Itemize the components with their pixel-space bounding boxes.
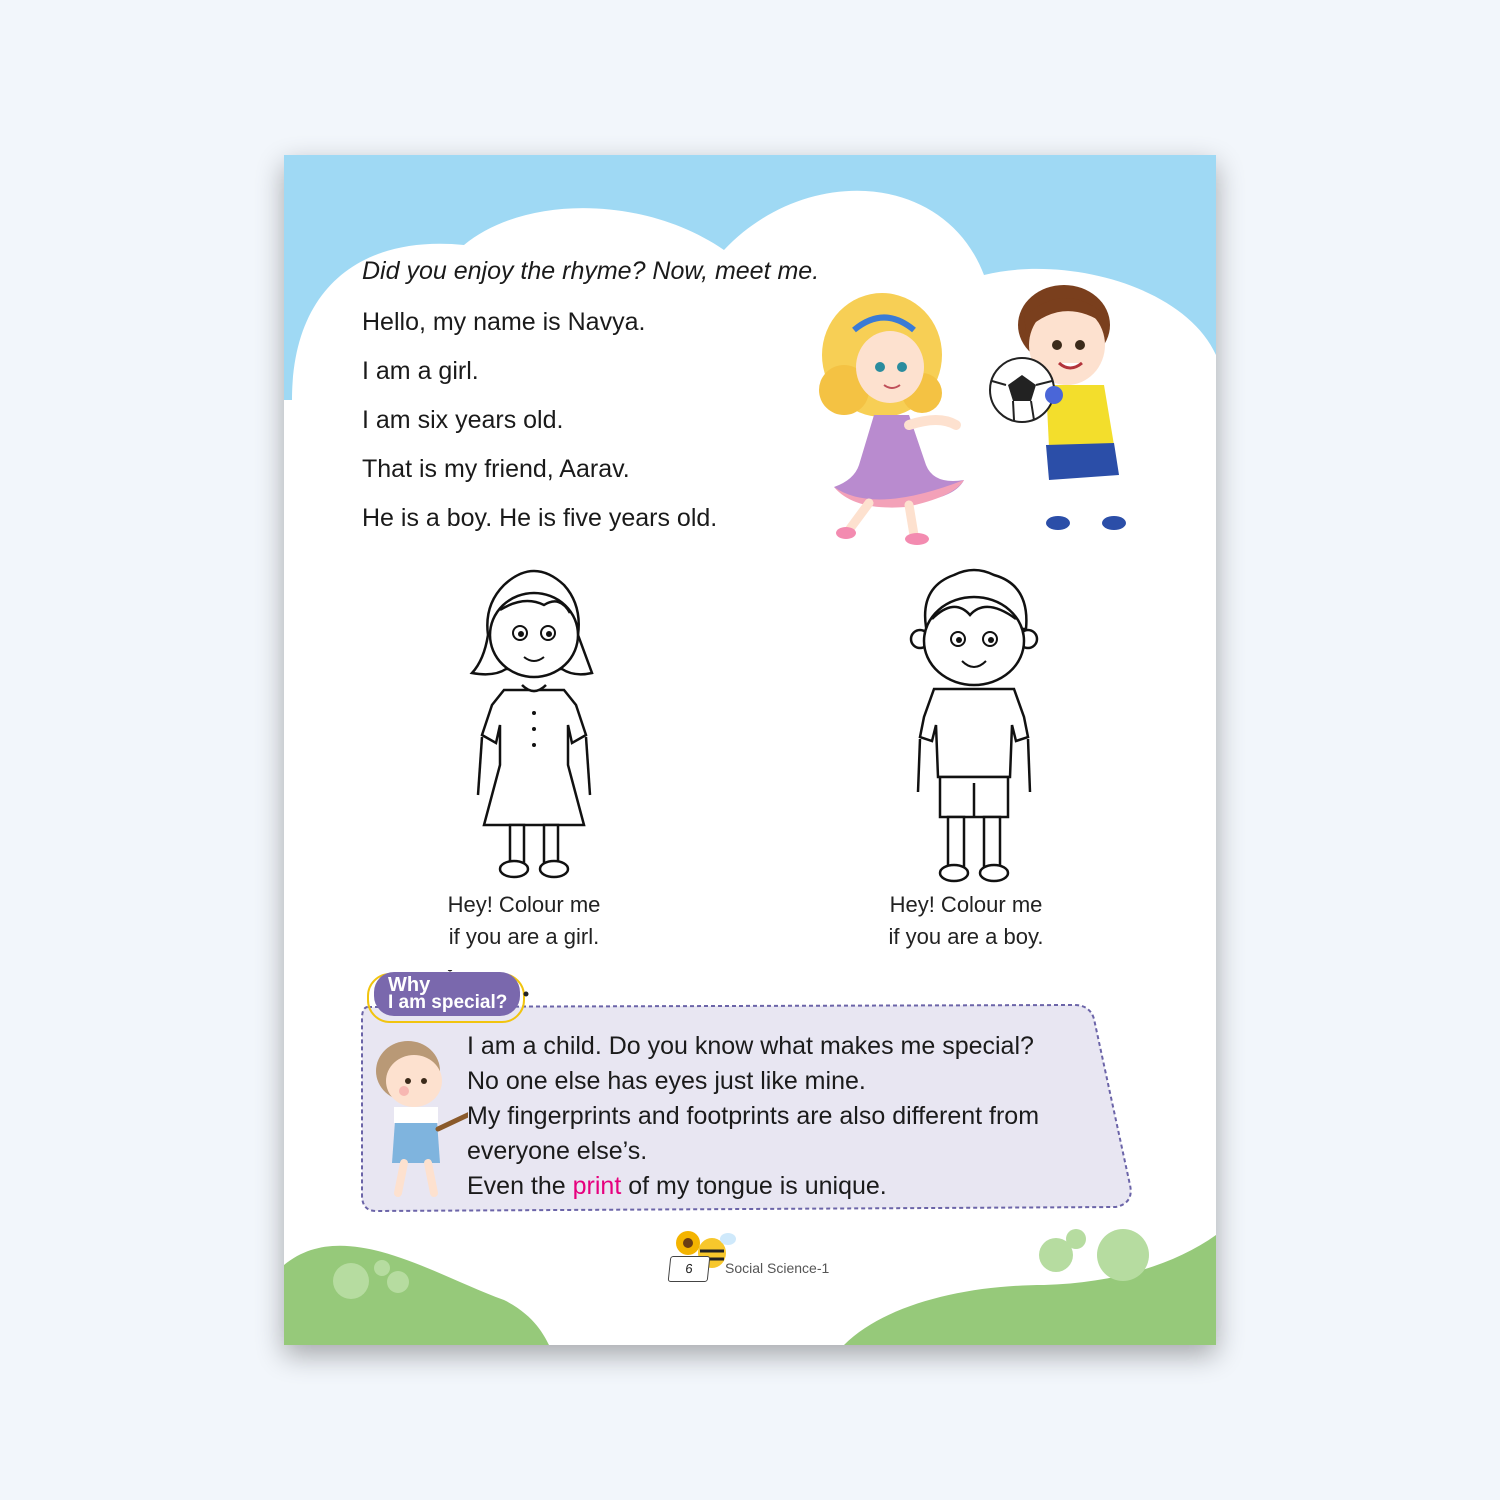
bubble [1066, 1229, 1086, 1249]
girl-outline-drawing [464, 565, 604, 885]
bubble [1097, 1229, 1149, 1281]
bubble [374, 1260, 390, 1276]
bubble [387, 1271, 409, 1293]
special-line: everyone else’s. [467, 1137, 648, 1165]
intro-question: Did you enjoy the rhyme? Now, meet me. [362, 257, 820, 285]
child-with-stick-illustration [368, 1033, 468, 1203]
special-text-before: Even the [467, 1172, 573, 1200]
girl-dress-outline [482, 690, 586, 825]
intro-line: I am a girl. [362, 357, 479, 385]
child-face [386, 1055, 442, 1107]
boy-caption-line: if you are a boy. [888, 924, 1044, 949]
girl-caption-line: Hey! Colour me [447, 892, 601, 917]
girl-face [856, 331, 924, 403]
boy-shirt-outline [920, 689, 1028, 777]
bubble [333, 1263, 369, 1299]
tag-label-why: Why [388, 974, 431, 996]
girl-caption-line: if you are a girl. [448, 924, 600, 949]
navya-aarav-illustration [814, 275, 1144, 550]
special-line: No one else has eyes just like mine. [467, 1067, 866, 1095]
intro-line: Hello, my name is Navya. [362, 308, 646, 336]
intro-line: That is my friend, Aarav. [362, 455, 630, 483]
highlighted-word: print [572, 1172, 622, 1200]
boy-caption [836, 889, 1096, 953]
boy-caption-line: Hey! Colour me [889, 892, 1043, 917]
book-title: Social Science-1 [725, 1260, 830, 1276]
special-last-line [467, 1172, 887, 1201]
tag-label-special: I am special? [388, 992, 508, 1013]
special-text-after: of my tongue is unique. [621, 1172, 887, 1200]
special-line: I am a child. Do you know what makes me special? [467, 1032, 1034, 1060]
textbook-page [284, 155, 1216, 1345]
intro-line: I am six years old. [362, 406, 564, 434]
boy-shorts [1046, 443, 1119, 480]
boy-outline-drawing [904, 567, 1044, 887]
girl-caption [394, 889, 654, 953]
intro-line: He is a boy. He is five years old. [362, 504, 718, 532]
special-line: My fingerprints and footprints are also different from [467, 1102, 1040, 1130]
page-number: 6 [668, 1256, 711, 1282]
